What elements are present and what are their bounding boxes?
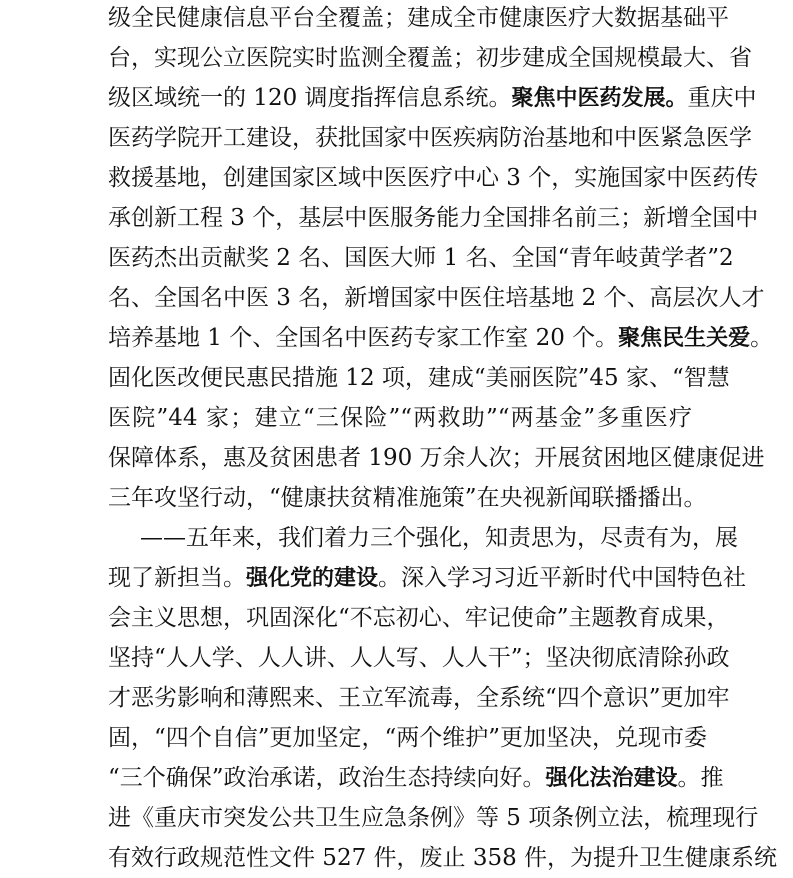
text-line	[108, 0, 729, 38]
body-text: 。深入学习习近平新时代中国特色社	[378, 565, 747, 591]
text-line	[108, 278, 765, 318]
body-text: 坚持“人人学、人人讲、人人写、人人干”；坚决彻底清除孙政	[108, 645, 730, 671]
body-text: 承创新工程 3 个，基层中医服务能力全国排名前三；新增全国中	[108, 205, 759, 231]
text-line	[108, 638, 730, 678]
text-line	[108, 798, 759, 838]
text-line	[108, 318, 774, 358]
text-line	[108, 158, 759, 198]
bold-heading-text: 强化党的建设	[246, 566, 379, 591]
body-text: 医药学院开工建设，获批国家中医疾病防治基地和中医紧急医学	[108, 125, 752, 151]
body-text: 保障体系，惠及贫困患者 190 万余人次；开展贫困地区健康促进	[108, 445, 765, 471]
text-line	[108, 598, 730, 638]
text-line	[108, 398, 692, 438]
bold-heading-text: 聚焦中医药发展。	[511, 86, 688, 111]
text-line	[108, 478, 707, 518]
body-text: 医院”44 家；建立“三保险”“两救助”“两基金”多重医疗	[108, 405, 692, 431]
bold-heading-text: 聚焦民生关爱	[618, 326, 751, 351]
body-text: 现了新担当。	[108, 565, 246, 591]
text-line	[108, 558, 747, 598]
body-text: 重庆中	[687, 85, 757, 111]
body-text: 台，实现公立医院实时监测全覆盖；初步建成全国规模最大、省	[108, 45, 752, 71]
body-text: 。	[750, 325, 774, 351]
body-text: “三个确保”政治承诺，政治生态持续向好。	[108, 765, 546, 791]
body-text: 培养基地 1 个、全国名中医药专家工作室 20 个。	[108, 325, 619, 351]
body-text: 救援基地，创建国家区域中医医疗中心 3 个，实施国家中医药传	[108, 165, 759, 191]
bold-heading-text: 强化法治建设	[545, 766, 678, 791]
text-line	[108, 718, 708, 758]
text-line	[108, 358, 730, 398]
body-text: 才恶劣影响和薄熙来、王立军流毒，全系统“四个意识”更加牢	[108, 685, 730, 711]
body-text: 固化医改便民惠民措施 12 项，建成“美丽医院”45 家、“智慧	[108, 365, 730, 391]
body-text: 级区域统一的 120 调度指挥信息系统。	[108, 85, 512, 111]
text-line	[108, 678, 730, 718]
body-text: 级全民健康信息平台全覆盖；建成全市健康医疗大数据基础平	[108, 5, 729, 31]
text-line	[108, 758, 724, 798]
text-line	[108, 78, 757, 118]
body-text: 名、全国名中医 3 名，新增国家中医住培基地 2 个、高层次人才	[108, 285, 765, 311]
body-text: ——五年来，我们着力三个强化，知责思为，尽责有为，展	[140, 525, 738, 551]
body-text: 有效行政规范性文件 527 件，废止 358 件，为提升卫生健康系统	[108, 845, 778, 871]
body-text: 会主义思想，巩固深化“不忘初心、牢记使命”主题教育成果，	[108, 605, 730, 631]
text-line	[108, 38, 752, 78]
text-line	[108, 838, 778, 878]
text-line	[108, 198, 759, 238]
body-text: 三年攻坚行动，“健康扶贫精准施策”在央视新闻联播播出。	[108, 485, 707, 511]
body-text: 。推	[677, 765, 724, 791]
text-line	[108, 118, 752, 158]
text-line	[108, 438, 765, 478]
body-text: 固，“四个自信”更加坚定，“两个维护”更加坚决，兑现市委	[108, 725, 708, 751]
body-text: 医药杰出贡献奖 2 名、国医大师 1 名、全国“青年岐黄学者”2	[108, 245, 734, 271]
text-line	[140, 518, 738, 558]
text-line	[108, 238, 734, 278]
body-text: 进《重庆市突发公共卫生应急条例》等 5 项条例立法，梳理现行	[108, 805, 759, 831]
